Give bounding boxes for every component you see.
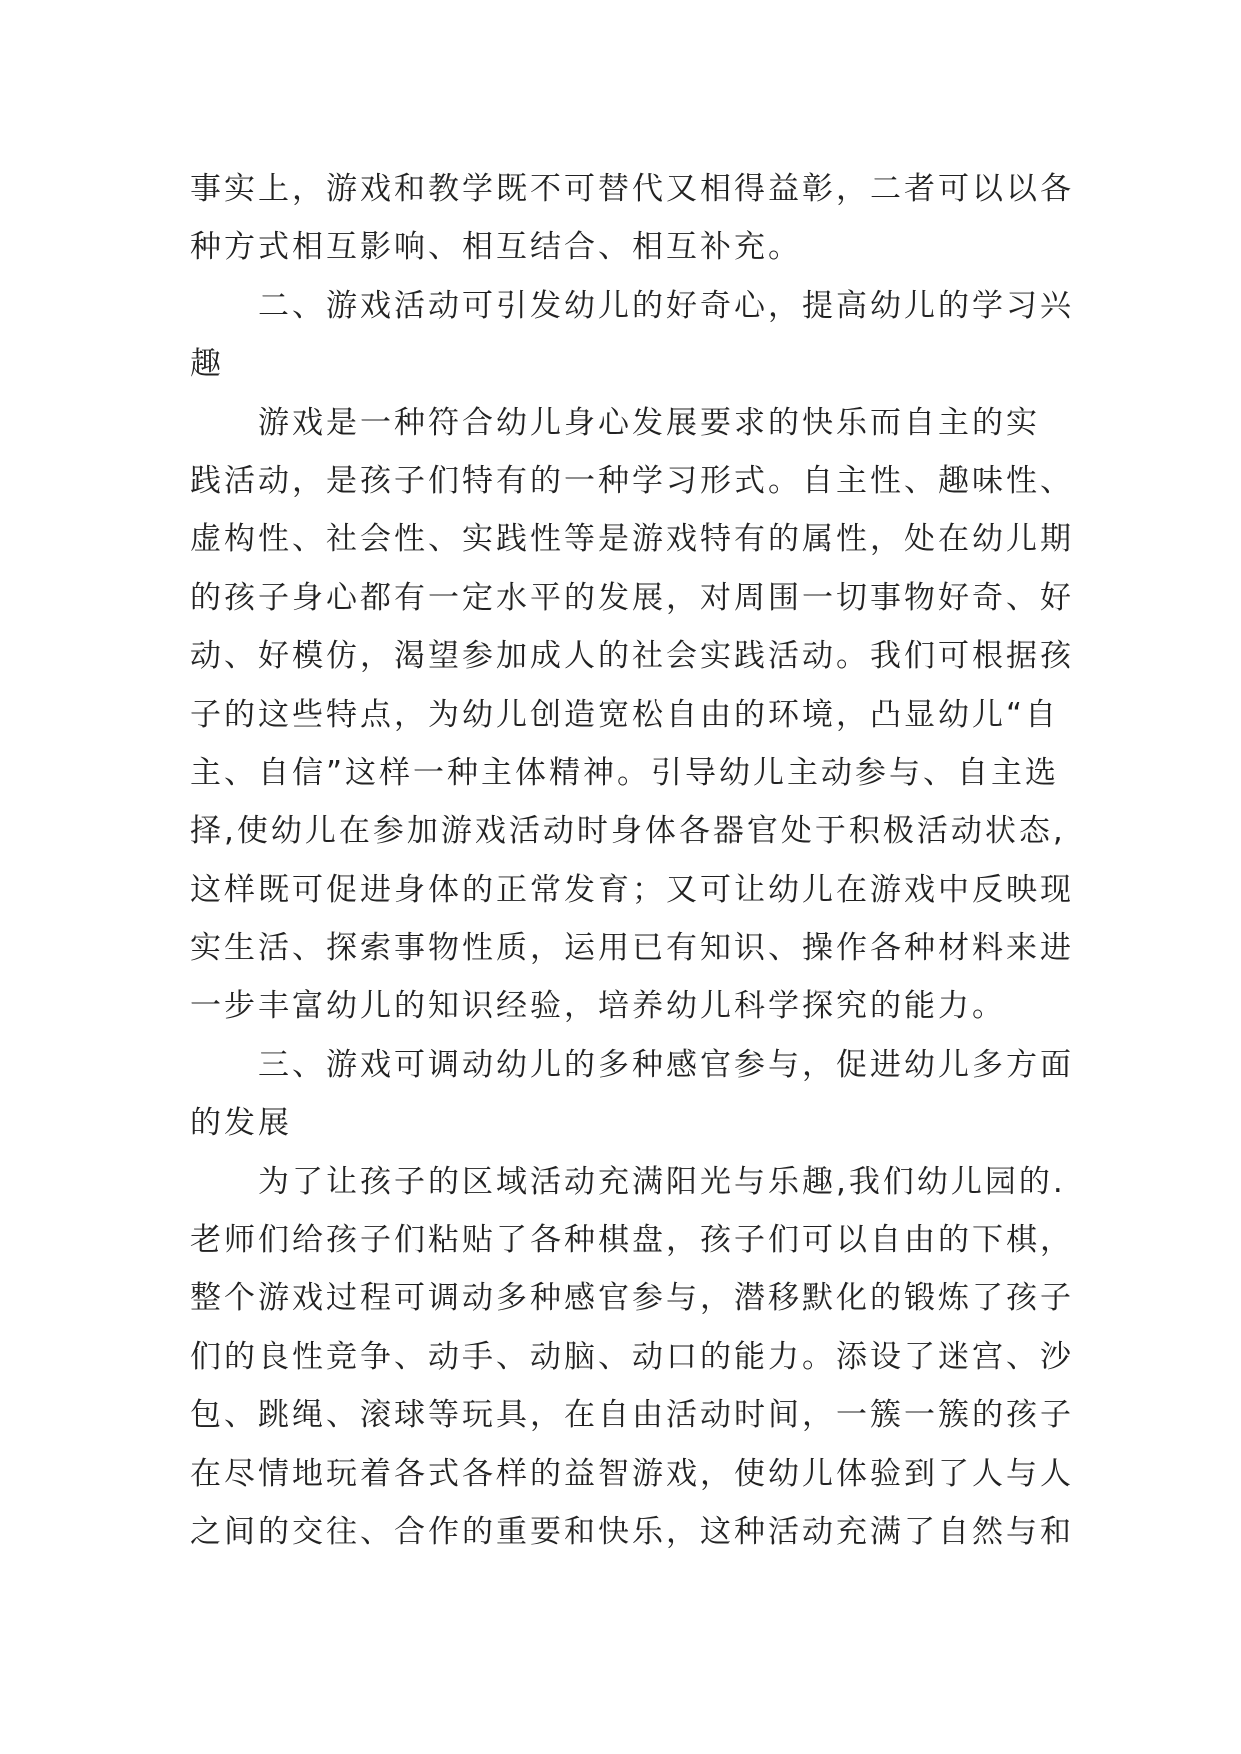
text-line: 们的良性竞争、动手、动脑、动口的能力。添设了迷宫、沙 [190,1338,1074,1375]
text-line: 实生活、探索事物性质，运用已有知识、操作各种材料来进 [190,930,1074,967]
text-line: 虚构性、社会性、实践性等是游戏特有的属性，处在幼儿期 [190,521,1074,558]
text-line: 老师们给孩子们粘贴了各种棋盘，孩子们可以自由的下棋， [190,1222,1074,1259]
text-line: 之间的交往、合作的重要和快乐，这种活动充满了自然与和 [190,1513,1074,1550]
section-heading-line: 三、游戏可调动幼儿的多种感官参与，促进幼儿多方面 [190,1046,1074,1083]
text-line: 的孩子身心都有一定水平的发展，对周围一切事物好奇、好 [190,579,1074,616]
text-line: 整个游戏过程可调动多种感官参与，潜移默化的锻炼了孩子 [190,1280,1074,1317]
text-line: 践活动，是孩子们特有的一种学习形式。自主性、趣味性、 [190,462,1074,499]
section-heading-line: 二、游戏活动可引发幼儿的好奇心，提高幼儿的学习兴 [190,287,1074,324]
text-line: 为了让孩子的区域活动充满阳光与乐趣,我们幼儿园的. [190,1163,1066,1200]
document-text [190,160,1074,1561]
text-line: 事实上，游戏和教学既不可替代又相得益彰，二者可以以各 [190,171,1074,207]
text-line: 游戏是一种符合幼儿身心发展要求的快乐而自主的实 [190,404,1040,441]
text-line: 包、跳绳、滚球等玩具，在自由活动时间，一簇一簇的孩子 [190,1397,1074,1434]
text-line: 子的这些特点，为幼儿创造宽松自由的环境，凸显幼儿“自 [190,696,1060,733]
text-line: 主、自信”这样一种主体精神。引导幼儿主动参与、自主选 [190,754,1060,791]
text-line: 一步丰富幼儿的知识经验，培养幼儿科学探究的能力。 [190,988,1006,1025]
text-line: 在尽情地玩着各式各样的益智游戏，使幼儿体验到了人与人 [190,1455,1074,1492]
text-line: 动、好模仿，渴望参加成人的社会实践活动。我们可根据孩 [190,638,1074,675]
text-line: 这样既可促进身体的正常发育；又可让幼儿在游戏中反映现 [190,871,1074,908]
text-line: 择,使幼儿在参加游戏活动时身体各器官处于积极活动状态, [190,813,1066,850]
section-heading-line: 的发展 [190,1105,292,1142]
section-heading-line: 趣 [190,346,224,383]
text-line: 种方式相互影响、相互结合、相互补充。 [190,229,802,266]
